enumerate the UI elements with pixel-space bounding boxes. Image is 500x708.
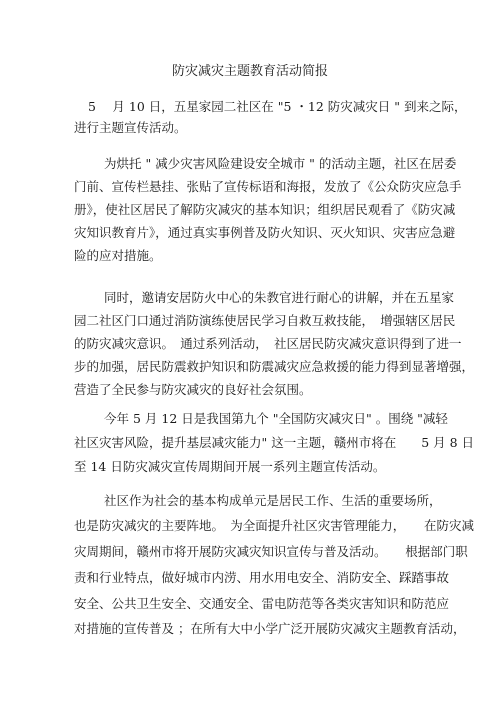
paragraph-4-line-3: 至 14 日防灾减灾宣传周期间开展一系列主题宣传活动。: [74, 459, 386, 474]
paragraph-5-line-1: 社区作为社会的基本构成单元是居民工作、生活的重要场所，: [104, 493, 442, 508]
paragraph-1-line-2: 进行主题宣传活动。: [74, 120, 187, 135]
paragraph-3-line-3: 的防灾减灾意识。 通过系列活动， 社区居民防灾减灾意识得到了进一: [74, 336, 462, 351]
paragraph-4-line-2: 社区灾害风险，提升基层减灾能力" 这一主题，赣州市将在 5 月 8 日: [74, 435, 475, 450]
paragraph-2-line-4: 灾知识教育片》，通过真实事例普及防火知识、灭火知识、灾害应急避: [74, 225, 456, 240]
paragraph-2-line-1: 为烘托 " 减少灾害风险建设安全城市 " 的活动主题，社区在居委: [104, 156, 457, 171]
paragraph-3-line-2: 园二社区门口通过消防演练使居民学习自救互救技能， 增强辖区居民: [74, 313, 456, 328]
paragraph-3-line-5: 营造了全民参与防灾减灾的良好社会氛围。: [74, 382, 312, 397]
paragraph-2-line-3: 册》，使社区居民了解防灾减灾的基本知识；组织居民观看了《防灾减: [74, 202, 456, 217]
paragraph-3-line-4: 步的加强，居民防震救护知识和防震减灾应急救援的能力得到显著增强，: [74, 359, 475, 374]
paragraph-5-line-5: 安全、公共卫生安全、交通安全、雷电防范等各类灾害知识和防范应: [74, 596, 450, 611]
paragraph-5-line-6: 对措施的宣传普及 ；在所有大中小学广泛开展防灾减灾主题教育活动，: [74, 621, 466, 636]
document-title: 防灾减灾主题教育活动简报: [171, 64, 328, 79]
paragraph-2-line-5: 险的应对措施。: [74, 248, 162, 263]
paragraph-2-line-2: 门前、宣传栏悬挂、张贴了宣传标语和海报，发放了《公众防灾应急手: [74, 179, 462, 194]
paragraph-4-line-1: 今年 5 月 12 日是我国第九个 "全国防灾减灾日" 。围绕 "减轻: [104, 411, 448, 426]
paragraph-5-line-4: 责和行业特点，做好城市内涝、用水用电安全、消防安全、踩踏事故: [74, 570, 450, 585]
paragraph-3-line-1: 同时，邀请安居防火中心的朱教官进行耐心的讲解，并在五星家: [104, 290, 455, 305]
paragraph-1-line-1: 5 月 10 日，五星家园二社区在 "5 ・12 防灾减灾日 " 到来之际，: [88, 99, 467, 114]
paragraph-5-line-2: 也是防灾减灾的主要阵地。 为全面提升社区灾害管理能力， 在防灾减: [74, 518, 475, 533]
paragraph-5-line-3: 灾周期间，赣州市将开展防灾减灾知识宣传与普及活动。 根据部门职: [74, 544, 468, 559]
